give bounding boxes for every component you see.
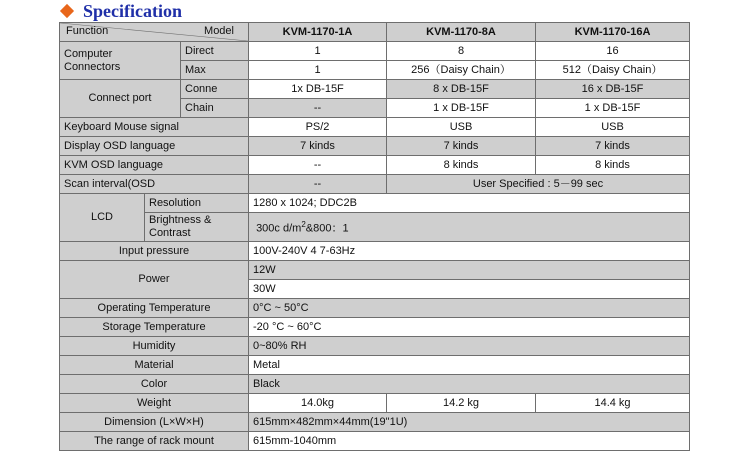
- max-value-16a: 512（Daisy Chain）: [536, 61, 690, 80]
- diamond-bullet-icon: [60, 4, 74, 18]
- scan-interval-value-8a-16a: User Specified : 5－99 sec: [387, 175, 690, 194]
- display-osd-label: Display OSD language: [60, 137, 249, 156]
- operating-temperature-label: Operating Temperature: [60, 299, 249, 318]
- chain-value-8a: 1 x DB-15F: [387, 99, 536, 118]
- table-row: [60, 356, 690, 375]
- page-title: Specification: [83, 0, 182, 21]
- weight-value-8a: 14.2 kg: [387, 394, 536, 413]
- material-label: Material: [60, 356, 249, 375]
- humidity-value: 0~80% RH: [249, 337, 690, 356]
- dimension-label: Dimension (L×W×H): [60, 413, 249, 432]
- keyboard-mouse-value-16a: USB: [536, 118, 690, 137]
- table-row: [60, 242, 690, 261]
- table-row: [60, 261, 690, 280]
- conne-value-16a: 16 x DB-15F: [536, 80, 690, 99]
- table-row: [60, 156, 690, 175]
- weight-value-1a: 14.0kg: [249, 394, 387, 413]
- chain-value-1a: --: [249, 99, 387, 118]
- table-row: [60, 194, 690, 213]
- rack-mount-label: The range of rack mount: [60, 432, 249, 451]
- storage-temperature-value: -20 °C ~ 60°C: [249, 318, 690, 337]
- table-row: [60, 432, 690, 451]
- direct-value-8a: 8: [387, 42, 536, 61]
- keyboard-mouse-value-8a: USB: [387, 118, 536, 137]
- connect-port-label: Connect port: [60, 80, 181, 118]
- material-value: Metal: [249, 356, 690, 375]
- color-value: Black: [249, 375, 690, 394]
- keyboard-mouse-value-1a: PS/2: [249, 118, 387, 137]
- rack-mount-value: 615mm-1040mm: [249, 432, 690, 451]
- weight-value-16a: 14.4 kg: [536, 394, 690, 413]
- function-header-label: Function: [66, 25, 109, 37]
- table-row: [60, 413, 690, 432]
- table-row: [60, 175, 690, 194]
- table-row: [60, 299, 690, 318]
- brightness-contrast-label: Brightness & Contrast: [145, 213, 249, 242]
- table-row: [60, 118, 690, 137]
- table-row: [60, 80, 690, 99]
- color-label: Color: [60, 375, 249, 394]
- power-label: Power: [60, 261, 249, 299]
- conne-value-1a: 1x DB-15F: [249, 80, 387, 99]
- max-value-1a: 1: [249, 61, 387, 80]
- chain-label: Chain: [181, 99, 249, 118]
- column-header-kvm-1170-8a: KVM-1170-8A: [387, 23, 536, 42]
- brightness-contrast-value: 300c $d/m^2\&800$：1: [249, 213, 690, 242]
- input-pressure-label: Input pressure: [60, 242, 249, 261]
- display-osd-value-8a: 7 kinds: [387, 137, 536, 156]
- computer-connectors-label: Computer Connectors: [60, 42, 181, 80]
- conne-value-8a: 8 x DB-15F: [387, 80, 536, 99]
- lcd-label: LCD: [60, 194, 145, 242]
- column-header-kvm-1170-1a: KVM-1170-1A: [249, 23, 387, 42]
- dimension-value: 615mm×482mm×44mm(19"1U): [249, 413, 690, 432]
- table-row: [60, 375, 690, 394]
- humidity-label: Humidity: [60, 337, 249, 356]
- section-heading: [60, 0, 182, 22]
- resolution-label: Resolution: [145, 194, 249, 213]
- max-label: Max: [181, 61, 249, 80]
- conne-label: Conne: [181, 80, 249, 99]
- input-pressure-value: 100V-240V 4 7-63Hz: [249, 242, 690, 261]
- max-value-8a: 256（Daisy Chain）: [387, 61, 536, 80]
- direct-label: Direct: [181, 42, 249, 61]
- operating-temperature-value: 0°C ~ 50°C: [249, 299, 690, 318]
- direct-value-1a: 1: [249, 42, 387, 61]
- display-osd-value-16a: 7 kinds: [536, 137, 690, 156]
- table-header-row: [60, 23, 690, 42]
- kvm-osd-value-1a: --: [249, 156, 387, 175]
- table-row: [60, 213, 690, 242]
- weight-label: Weight: [60, 394, 249, 413]
- display-osd-value-1a: 7 kinds: [249, 137, 387, 156]
- direct-value-16a: 16: [536, 42, 690, 61]
- scan-interval-label: Scan interval(OSD: [60, 175, 249, 194]
- kvm-osd-value-16a: 8 kinds: [536, 156, 690, 175]
- table-row: [60, 42, 690, 61]
- power-value-2: 30W: [249, 280, 690, 299]
- table-row: [60, 318, 690, 337]
- column-header-kvm-1170-16a: KVM-1170-16A: [536, 23, 690, 42]
- table-row: [60, 394, 690, 413]
- model-header-label: Model: [204, 25, 234, 37]
- specification-table: [59, 22, 690, 451]
- model-function-header-cell: [60, 23, 249, 42]
- kvm-osd-value-8a: 8 kinds: [387, 156, 536, 175]
- scan-interval-value-1a: --: [249, 175, 387, 194]
- table-row: [60, 337, 690, 356]
- kvm-osd-label: KVM OSD language: [60, 156, 249, 175]
- power-value-1: 12W: [249, 261, 690, 280]
- table-row: [60, 137, 690, 156]
- resolution-value: 1280 x 1024; DDC2B: [249, 194, 690, 213]
- keyboard-mouse-label: Keyboard Mouse signal: [60, 118, 249, 137]
- chain-value-16a: 1 x DB-15F: [536, 99, 690, 118]
- storage-temperature-label: Storage Temperature: [60, 318, 249, 337]
